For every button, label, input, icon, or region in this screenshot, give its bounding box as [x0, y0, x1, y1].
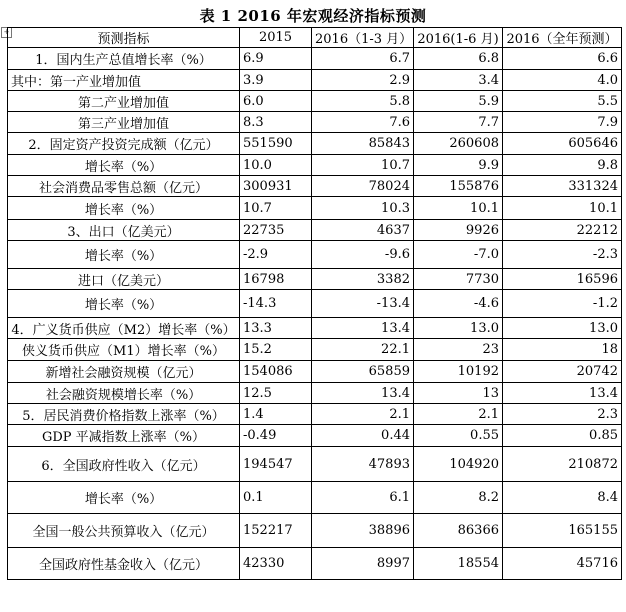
value-text: 1.4: [243, 406, 264, 422]
value-text: 6.7: [389, 51, 410, 66]
value-cell: [240, 361, 312, 383]
value-text: 194547: [243, 456, 293, 472]
value-cell: [503, 290, 622, 318]
table-row: [8, 447, 622, 482]
value-text: 0.85: [589, 428, 618, 443]
value-text: 15.2: [243, 342, 272, 357]
value-text: -14.3: [243, 296, 277, 311]
value-text: 8.3: [243, 114, 264, 130]
value-cell: [503, 425, 622, 447]
value-cell: [414, 447, 503, 482]
value-cell: [240, 176, 312, 197]
value-text: 104920: [449, 456, 499, 472]
table-row: [8, 70, 622, 91]
value-text: 8997: [376, 556, 410, 571]
value-cell: [414, 514, 503, 548]
value-cell: [503, 318, 622, 339]
value-cell: [312, 339, 414, 361]
value-cell: [312, 176, 414, 197]
value-cell: [312, 318, 414, 339]
value-text: 3382: [376, 271, 410, 287]
table-row: [8, 133, 622, 155]
value-text: -4.6: [473, 296, 499, 311]
value-text: 6.0: [243, 93, 264, 109]
table-row: [8, 482, 622, 514]
value-cell: [312, 197, 414, 220]
value-text: 78024: [368, 178, 410, 194]
value-cell: [240, 197, 312, 220]
table-row: [8, 155, 622, 176]
table-row: [8, 514, 622, 548]
value-text: 22735: [243, 222, 285, 238]
header-cell: 2016(1-6 月): [414, 28, 503, 48]
value-cell: [312, 155, 414, 176]
value-text: 7.6: [389, 114, 410, 130]
indicator-label: 第三产业增加值: [8, 112, 240, 133]
value-cell: [312, 70, 414, 91]
value-cell: [312, 383, 414, 404]
table-row: [8, 112, 622, 133]
value-cell: [312, 548, 414, 580]
value-text: 6.9: [243, 51, 264, 66]
indicator-label: 增长率（%）: [8, 290, 240, 318]
table-anchor-icon[interactable]: +: [1, 27, 12, 38]
forecast-table: [7, 27, 622, 580]
indicator-label: 增长率（%）: [8, 197, 240, 220]
value-cell: [240, 112, 312, 133]
value-text: 331324: [568, 178, 618, 194]
value-cell: [414, 91, 503, 112]
value-cell: [240, 220, 312, 241]
value-cell: [240, 48, 312, 70]
table-row: [8, 269, 622, 290]
value-text: 13.0: [589, 320, 618, 336]
value-cell: [414, 482, 503, 514]
indicator-label: GDP 平减指数上涨率（%）: [8, 425, 240, 447]
value-text: 3.9: [243, 72, 264, 88]
value-text: 0.55: [470, 428, 499, 443]
value-cell: [503, 112, 622, 133]
value-text: 10.7: [243, 200, 272, 216]
value-text: 0.1: [243, 490, 264, 505]
value-text: 300931: [243, 178, 293, 194]
table-row: [8, 241, 622, 269]
value-text: 13.4: [381, 385, 410, 401]
value-text: 2.1: [389, 406, 410, 422]
value-text: 10.0: [243, 157, 272, 173]
value-text: 8.2: [478, 490, 499, 505]
value-text: -1.2: [592, 296, 618, 311]
indicator-label: 全国一般公共预算收入（亿元）: [8, 514, 240, 548]
value-text: 16596: [576, 271, 618, 287]
value-cell: [312, 482, 414, 514]
value-cell: [312, 241, 414, 269]
value-cell: [414, 112, 503, 133]
value-text: 9.9: [478, 157, 499, 173]
header-cell: 2015: [240, 28, 312, 48]
value-cell: [414, 269, 503, 290]
value-cell: [312, 269, 414, 290]
value-text: 5.9: [478, 93, 499, 109]
indicator-label: 3、出口（亿美元）: [8, 220, 240, 241]
value-text: 10.1: [470, 200, 499, 216]
value-cell: [503, 548, 622, 580]
value-text: 165155: [568, 523, 618, 538]
value-cell: [414, 404, 503, 425]
value-cell: [312, 447, 414, 482]
table-row: [8, 425, 622, 447]
value-text: 45716: [576, 556, 618, 571]
table-row: [8, 176, 622, 197]
value-text: 152217: [243, 523, 293, 538]
table-row: [8, 91, 622, 112]
value-text: 12.5: [243, 385, 272, 401]
indicator-label: 4．广义货币供应（M2）增长率（%）: [8, 318, 240, 339]
value-cell: [312, 91, 414, 112]
value-text: 605646: [568, 136, 618, 151]
table-row: [8, 404, 622, 425]
value-cell: [240, 290, 312, 318]
value-text: 5.5: [597, 93, 618, 109]
value-text: 7730: [465, 271, 499, 287]
value-cell: [312, 425, 414, 447]
value-text: 5.8: [389, 93, 410, 109]
value-text: 47893: [368, 456, 410, 472]
value-cell: [503, 133, 622, 155]
value-text: 13.3: [243, 320, 272, 336]
value-cell: [312, 220, 414, 241]
table-row: [8, 361, 622, 383]
value-text: 23: [482, 342, 499, 357]
value-cell: [240, 155, 312, 176]
value-cell: [503, 48, 622, 70]
header-cell: 2016（1-3 月）: [312, 28, 414, 48]
value-cell: [414, 197, 503, 220]
table-row: [8, 197, 622, 220]
value-text: 210872: [568, 456, 618, 472]
value-text: 13.0: [470, 320, 499, 336]
indicator-label: 全国政府性基金收入（亿元）: [8, 548, 240, 580]
value-text: 7.7: [478, 114, 499, 130]
value-cell: [414, 133, 503, 155]
header-cell: 预测指标: [8, 28, 240, 48]
value-cell: [414, 176, 503, 197]
value-text: 65859: [368, 364, 410, 379]
value-cell: [503, 220, 622, 241]
value-text: 8.4: [597, 490, 618, 505]
value-cell: [414, 70, 503, 91]
value-text: -9.6: [384, 247, 410, 262]
value-cell: [312, 290, 414, 318]
value-text: 2.1: [478, 406, 499, 422]
value-text: 3.4: [478, 72, 499, 88]
indicator-label: 其中：第一产业增加值: [8, 70, 240, 91]
value-cell: [503, 482, 622, 514]
value-text: -7.0: [473, 247, 499, 262]
indicator-label: 增长率（%）: [8, 482, 240, 514]
value-text: 10.1: [589, 200, 618, 216]
value-text: 38896: [368, 523, 410, 538]
value-cell: [312, 48, 414, 70]
value-cell: [240, 404, 312, 425]
value-cell: [414, 318, 503, 339]
value-cell: [312, 361, 414, 383]
value-text: 4637: [376, 222, 410, 238]
value-text: 13.4: [589, 385, 618, 401]
value-text: 154086: [243, 364, 293, 379]
header-cell: 2016（全年预测）: [503, 28, 622, 48]
value-text: -2.3: [592, 247, 618, 262]
value-text: 6.6: [597, 51, 618, 66]
indicator-label: 社会消费品零售总额（亿元）: [8, 176, 240, 197]
value-cell: [414, 425, 503, 447]
value-cell: [414, 48, 503, 70]
value-text: 260608: [449, 136, 499, 151]
value-cell: [240, 514, 312, 548]
value-text: 2.3: [597, 406, 618, 422]
indicator-label: 社会融资规模增长率（%）: [8, 383, 240, 404]
value-text: 0.44: [381, 428, 410, 443]
value-text: -13.4: [376, 296, 410, 311]
indicator-label: 2．固定资产投资完成额（亿元）: [8, 133, 240, 155]
value-text: -2.9: [243, 247, 269, 262]
header-row: [8, 28, 622, 48]
value-cell: [414, 361, 503, 383]
value-cell: [503, 155, 622, 176]
value-cell: [414, 339, 503, 361]
indicator-label: 增长率（%）: [8, 155, 240, 176]
value-text: 9926: [465, 222, 499, 238]
indicator-label: 5．居民消费价格指数上涨率（%）: [8, 404, 240, 425]
value-cell: [312, 404, 414, 425]
value-cell: [503, 269, 622, 290]
value-text: 16798: [243, 271, 285, 287]
indicator-label: 1．国内生产总值增长率（%）: [8, 48, 240, 70]
value-cell: [312, 514, 414, 548]
indicator-label: 侠义货币供应（M1）增长率（%）: [8, 339, 240, 361]
table-title: 表 1 2016 年宏观经济指标预测: [199, 7, 427, 25]
table-row: [8, 318, 622, 339]
value-text: 86366: [457, 523, 499, 538]
table-row: [8, 220, 622, 241]
value-cell: [414, 290, 503, 318]
indicator-label: 6．全国政府性收入（亿元）: [8, 447, 240, 482]
value-text: 9.8: [597, 157, 618, 173]
value-text: 22212: [576, 222, 618, 238]
value-cell: [240, 447, 312, 482]
value-cell: [414, 155, 503, 176]
value-text: 13.4: [381, 320, 410, 336]
indicator-label: 进口（亿美元）: [8, 269, 240, 290]
value-cell: [414, 383, 503, 404]
value-text: 42330: [243, 556, 285, 571]
value-cell: [240, 241, 312, 269]
indicator-label: 增长率（%）: [8, 241, 240, 269]
value-text: 18554: [457, 556, 499, 571]
value-cell: [503, 404, 622, 425]
value-cell: [503, 447, 622, 482]
value-text: 13: [482, 385, 499, 401]
value-text: 155876: [449, 178, 499, 194]
indicator-label: 第二产业增加值: [8, 91, 240, 112]
value-text: 551590: [243, 136, 293, 151]
value-cell: [503, 361, 622, 383]
value-text: 7.9: [597, 114, 618, 130]
value-cell: [240, 70, 312, 91]
value-cell: [414, 548, 503, 580]
table-row: [8, 339, 622, 361]
value-cell: [240, 133, 312, 155]
value-cell: [503, 197, 622, 220]
value-text: 22.1: [381, 342, 410, 357]
value-text: 4.0: [597, 72, 618, 88]
value-cell: [240, 91, 312, 112]
value-cell: [240, 383, 312, 404]
table-row: [8, 290, 622, 318]
value-cell: [240, 548, 312, 580]
value-cell: [414, 241, 503, 269]
table-row: [8, 383, 622, 404]
value-text: 2.9: [389, 72, 410, 88]
value-cell: [503, 70, 622, 91]
value-cell: [312, 133, 414, 155]
value-cell: [414, 220, 503, 241]
value-cell: [503, 241, 622, 269]
value-cell: [503, 514, 622, 548]
table-row: [8, 548, 622, 580]
value-text: 85843: [368, 136, 410, 151]
table-row: [8, 48, 622, 70]
value-text: 20742: [576, 364, 618, 379]
value-cell: [240, 318, 312, 339]
value-cell: [240, 339, 312, 361]
value-cell: [503, 383, 622, 404]
value-text: 10192: [457, 364, 499, 379]
value-text: 10.3: [381, 200, 410, 216]
value-cell: [312, 112, 414, 133]
value-cell: [503, 339, 622, 361]
value-cell: [503, 91, 622, 112]
value-cell: [240, 482, 312, 514]
indicator-label: 新增社会融资规模（亿元）: [8, 361, 240, 383]
value-text: 10.7: [381, 157, 410, 173]
value-text: 18: [601, 342, 618, 357]
value-text: 6.8: [478, 51, 499, 66]
value-text: 6.1: [389, 490, 410, 505]
value-cell: [240, 269, 312, 290]
value-cell: [240, 425, 312, 447]
value-cell: [503, 176, 622, 197]
value-text: -0.49: [243, 428, 277, 443]
